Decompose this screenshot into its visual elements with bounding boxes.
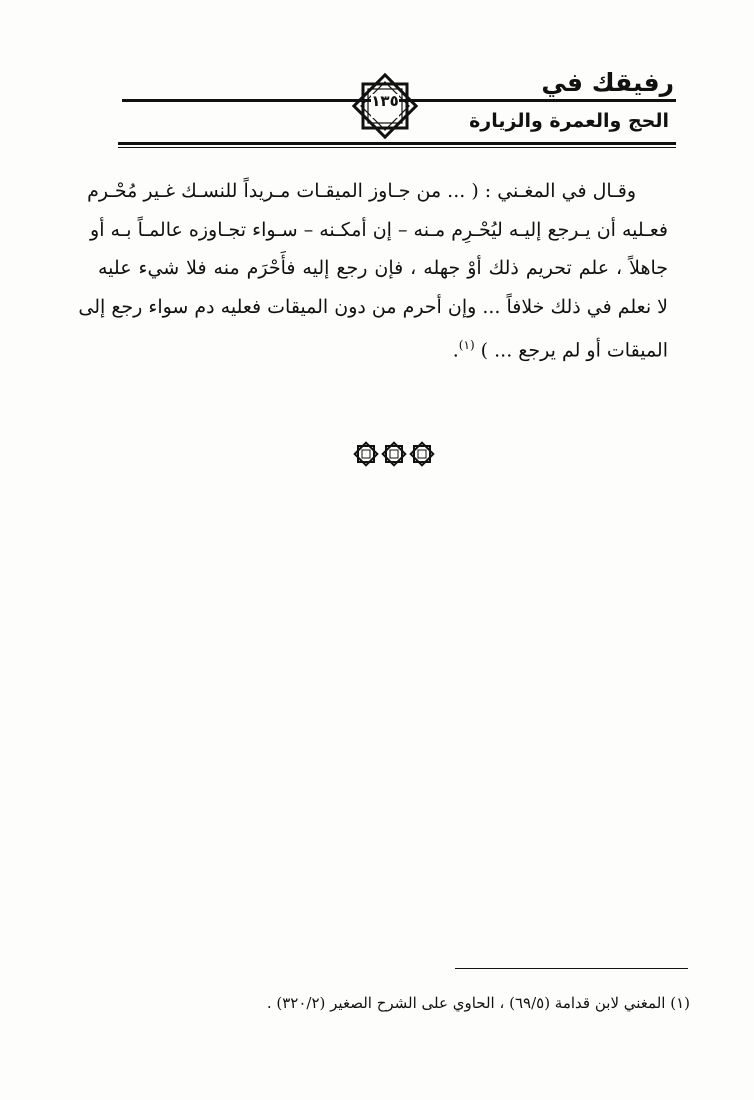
three-star-ornament-icon [352,441,436,467]
header-rule-bottom-thin [118,147,676,148]
paragraph-line-5 [98,326,668,370]
paragraph-line-1: وقـال في المغـني : ( ... من جـاوز الميقـات مـريداً للنسـك غـير مُحْـرم [87,180,636,202]
running-title-top: رفيقك في [541,68,674,97]
header-rule-bottom [118,142,676,145]
main-paragraph [78,172,668,370]
footnote-separator [455,968,688,969]
paragraph-line-5-text: الميقات أو لم يرجع ... ) [480,339,668,362]
footnote-text: (١) المغني لابن قدامة (٦٩/٥) ، الحاوي على الشرح الصغير (٣٢٠/٢) . [266,994,690,1012]
footnote-reference: (١) [458,338,475,352]
paragraph-line-4: لا نعلم في ذلك خلافاً ... وإن أحرم من دون الميقات فعليه دم سواء رجع إلى [78,295,668,318]
running-title-bottom: الحج والعمرة والزيارة [469,110,669,132]
paragraph-end-mark: . [452,339,459,362]
paragraph-line-2: فعـليه أن يـرجع إليـه ليُحْـرِم مـنه – إن أمكـنه – سـواء تجـاوزه عالمـاً بـه أو [90,218,668,241]
page-number: ١٣٥ [371,92,399,110]
paragraph-line-3: جاهلاً ، علم تحريم ذلك أوْ جهله ، فإن رجع إليه فأَحْرَم منه فلا شيء عليه [98,257,668,279]
